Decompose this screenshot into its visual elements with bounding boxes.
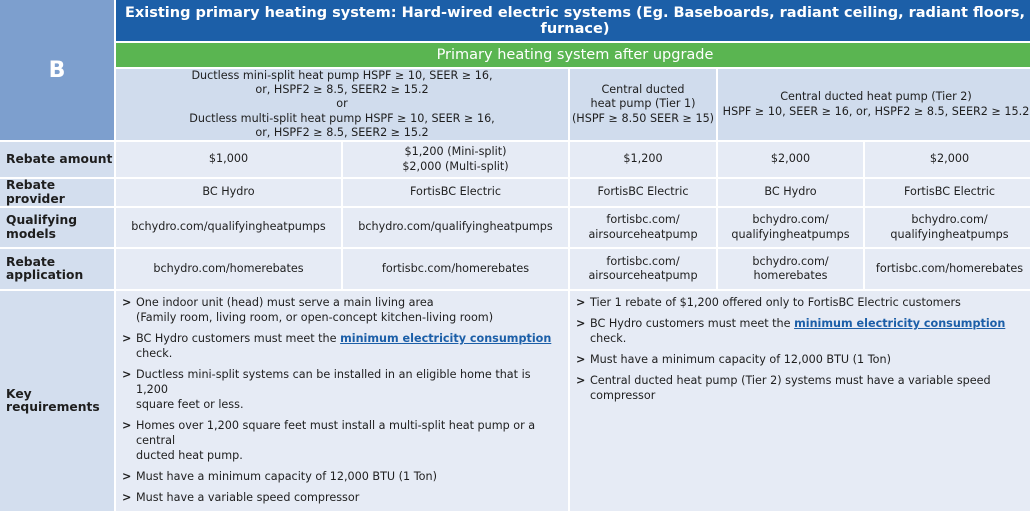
table-cell: $1,200 bbox=[570, 142, 716, 177]
table-cell: $2,000 bbox=[718, 142, 863, 177]
table-title: Existing primary heating system: Hard-wired electric systems (Eg. Baseboards, radiant ceiling, radiant floors, furnace) bbox=[116, 0, 1030, 41]
table-cell: $1,000 bbox=[116, 142, 341, 177]
table-subtitle: Primary heating system after upgrade bbox=[116, 43, 1030, 67]
requirements-ductless bbox=[116, 291, 568, 511]
table-row-key-requirements bbox=[0, 291, 1030, 511]
header-central-tier1: Central ducted heat pump (Tier 1) (HSPF ≥ 8.50 SEER ≥ 15) bbox=[570, 69, 716, 140]
chevron-right-icon: > bbox=[122, 332, 132, 346]
table-row-qualifying-models bbox=[0, 208, 1030, 247]
table-cell: fortisbc.com/homerebates bbox=[343, 249, 568, 289]
row-label-rebate-application: Rebate application bbox=[0, 249, 114, 289]
header-ductless: Ductless mini-split heat pump HSPF ≥ 10, SEER ≥ 16, or, HSPF2 ≥ 8.5, SEER2 ≥ 15.2 or Ductless multi-split heat pump HSPF ≥ 10, SEER ≥ 16, or, HSPF2 ≥ 8.5, SEER2 ≥ 15.2 bbox=[116, 69, 568, 140]
table-cell: FortisBC Electric bbox=[865, 179, 1030, 206]
table-row-rebate-amount bbox=[0, 142, 1030, 177]
list-item: > Ductless mini-split systems can be installed in an eligible home that is 1,200 square feet or less. bbox=[122, 368, 531, 412]
row-label-qualifying-models: Qualifying models bbox=[0, 208, 114, 247]
table-cell: BC Hydro bbox=[116, 179, 341, 206]
requirements-central bbox=[570, 291, 1030, 511]
chevron-right-icon: > bbox=[122, 296, 132, 310]
requirements-list bbox=[570, 291, 1030, 403]
table-row-rebate-provider bbox=[0, 179, 1030, 206]
table-cell: bchydro.com/ homerebates bbox=[718, 249, 863, 289]
table-cell: FortisBC Electric bbox=[343, 179, 568, 206]
list-item: > Must have a variable speed compressor bbox=[122, 491, 360, 505]
table-cell: fortisbc.com/ airsourceheatpump bbox=[570, 249, 716, 289]
table-cell: bchydro.com/homerebates bbox=[116, 249, 341, 289]
chevron-right-icon: > bbox=[576, 374, 586, 388]
table-cell: fortisbc.com/ airsourceheatpump bbox=[570, 208, 716, 247]
requirements-list bbox=[116, 291, 568, 505]
header-central-tier2: Central ducted heat pump (Tier 2) HSPF ≥ 10, SEER ≥ 16, or, HSPF2 ≥ 8.5, SEER2 ≥ 15.2 bbox=[718, 69, 1030, 140]
chevron-right-icon: > bbox=[122, 470, 132, 484]
chevron-right-icon: > bbox=[122, 491, 132, 505]
table-cell: bchydro.com/ qualifyingheatpumps bbox=[718, 208, 863, 247]
chevron-right-icon: > bbox=[122, 368, 132, 382]
list-item: > One indoor unit (head) must serve a main living area (Family room, living room, or open-concept kitchen-living room) bbox=[122, 296, 494, 325]
table-cell: BC Hydro bbox=[718, 179, 863, 206]
table-cell: bchydro.com/ qualifyingheatpumps bbox=[865, 208, 1030, 247]
list-item: > BC Hydro customers must meet the minimum electricity consumption check. bbox=[576, 317, 1006, 346]
chevron-right-icon: > bbox=[576, 353, 586, 367]
table-cell: $2,000 bbox=[865, 142, 1030, 177]
chevron-right-icon: > bbox=[122, 419, 132, 433]
row-label-key-requirements: Key requirements bbox=[0, 291, 114, 511]
table-cell: $1,200 (Mini-split) $2,000 (Multi-split) bbox=[343, 142, 568, 177]
list-item: > BC Hydro customers must meet the minimum electricity consumption check. bbox=[122, 332, 552, 361]
chevron-right-icon: > bbox=[576, 317, 586, 331]
table-row-rebate-application bbox=[0, 249, 1030, 289]
table-cell: bchydro.com/qualifyingheatpumps bbox=[116, 208, 341, 247]
section-letter: B bbox=[0, 0, 114, 140]
row-label-rebate-amount: Rebate amount bbox=[0, 142, 114, 177]
list-item: > Tier 1 rebate of $1,200 offered only to FortisBC Electric customers bbox=[576, 296, 961, 310]
list-item: > Homes over 1,200 square feet must install a multi-split heat pump or a central ducted heat pump. bbox=[122, 419, 536, 463]
table-cell: bchydro.com/qualifyingheatpumps bbox=[343, 208, 568, 247]
list-item: > Must have a minimum capacity of 12,000 BTU (1 Ton) bbox=[122, 470, 437, 484]
table-cell: fortisbc.com/homerebates bbox=[865, 249, 1030, 289]
minimum-consumption-link[interactable]: minimum electricity consumption bbox=[340, 332, 552, 346]
chevron-right-icon: > bbox=[576, 296, 586, 310]
list-item: > Must have a minimum capacity of 12,000 BTU (1 Ton) bbox=[576, 353, 891, 367]
list-item: > Central ducted heat pump (Tier 2) systems must have a variable speed compressor bbox=[576, 374, 991, 403]
minimum-consumption-link[interactable]: minimum electricity consumption bbox=[794, 317, 1006, 331]
table-cell: FortisBC Electric bbox=[570, 179, 716, 206]
row-label-rebate-provider: Rebate provider bbox=[0, 179, 114, 206]
